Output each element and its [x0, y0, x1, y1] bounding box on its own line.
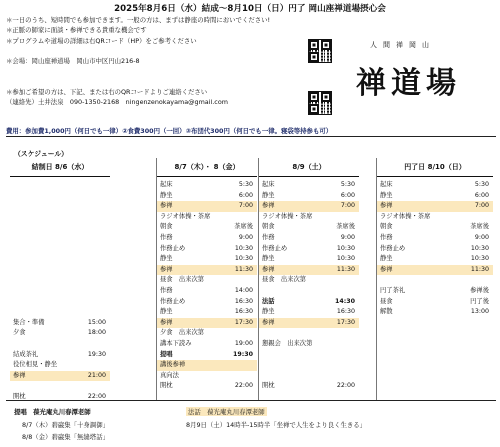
schedule-activity: 静坐 [160, 308, 173, 316]
schedule-activity: 参禅 [380, 265, 393, 273]
schedule-row [259, 275, 359, 286]
schedule-activity: 起床 [160, 181, 173, 188]
schedule-activity: 役位相見・静坐 [13, 361, 58, 369]
schedule-row [259, 381, 359, 392]
schedule-time: 15:00 [87, 318, 106, 326]
schedule-row [157, 286, 257, 297]
schedule-time: 19:00 [234, 340, 253, 347]
schedule-time: 22:00 [336, 382, 355, 390]
schedule-row [259, 191, 359, 202]
schedule-row [157, 339, 257, 350]
schedule-activity: 参禅 [262, 265, 275, 273]
column-header: 結制日 8/6（水） [10, 158, 110, 177]
schedule-row [157, 381, 257, 392]
schedule-row [377, 307, 493, 318]
schedule-activity: 静坐 [262, 308, 275, 316]
intro-text [6, 15, 270, 108]
column-header: 円了日 8/10（日） [377, 158, 493, 177]
schedule-heading: （スケジュール） [14, 150, 68, 158]
schedule-activity: 参禅 [262, 202, 275, 210]
schedule-activity: 参禅 [380, 202, 393, 210]
schedule-time: 14:30 [334, 297, 355, 305]
schedule-row [259, 222, 359, 233]
schedule-time: 6:00 [340, 191, 355, 199]
schedule-row [157, 350, 257, 361]
schedule-row [259, 265, 359, 276]
day-column-2 [156, 158, 257, 401]
schedule-activity: 作務 [160, 287, 173, 294]
schedule-time: 16:30 [234, 297, 253, 305]
schedule-activity: 作務 [262, 234, 275, 241]
schedule-activity: 朝食 [262, 223, 275, 231]
schedule-row [157, 360, 257, 371]
schedule-activity: ラジオ体操・茶席 [380, 212, 431, 220]
contact-qr-code[interactable] [308, 91, 332, 115]
schedule-activity: 参禅 [160, 265, 173, 273]
schedule-row [157, 371, 257, 382]
schedule-row [377, 244, 493, 255]
schedule-activity: 静坐 [160, 191, 173, 199]
schedule-row [259, 307, 359, 318]
teisho-line: 8/7（木）碧巌集「十身調御」 [22, 421, 109, 429]
schedule-activity: 静坐 [160, 255, 173, 263]
intro-line: ＊一日のうち、短時間でも参加できます。一般の方は、まずは静座の時間においでください! [6, 16, 271, 24]
schedule-time: 参禅後 [470, 287, 489, 294]
schedule-time: 18:00 [87, 329, 106, 337]
schedule-time: 22:00 [87, 393, 106, 400]
schedule-activity: 作務止め [160, 297, 186, 305]
schedule-time: 6:00 [474, 191, 489, 199]
schedule-time: 茶席後 [336, 223, 355, 231]
schedule-time: 円了後 [470, 297, 489, 305]
howa-title: 法話 葆光庵丸川春潭老師 [188, 408, 265, 416]
schedule-row [259, 318, 359, 329]
schedule-time: 11:30 [234, 265, 253, 273]
schedule-activity: 法話 [262, 297, 275, 305]
schedule-time: 19:30 [87, 350, 106, 358]
schedule-row [377, 201, 493, 212]
schedule-time: 11:30 [336, 265, 355, 273]
schedule-time: 9:00 [340, 234, 355, 241]
schedule-row [10, 392, 110, 403]
schedule-row [259, 254, 359, 265]
schedule-row [10, 328, 110, 339]
schedule-time: 11:30 [470, 265, 489, 273]
schedule-time: 17:30 [234, 318, 253, 326]
schedule-time: 10:30 [336, 255, 355, 263]
schedule-activity: 作務 [380, 234, 393, 241]
schedule-row [157, 318, 257, 329]
schedule-time: 茶席後 [470, 223, 489, 231]
schedule-row [157, 254, 257, 265]
column-header: 8/9（土） [259, 158, 359, 177]
schedule-row [157, 244, 257, 255]
schedule-activity: 静坐 [380, 191, 393, 199]
schedule-activity: 昼食 出来次第 [160, 276, 205, 284]
schedule-row [157, 307, 257, 318]
schedule-row [157, 180, 257, 191]
schedule-time: 10:30 [470, 255, 489, 263]
schedule-activity: 真向法 [160, 371, 179, 379]
intro-line [6, 46, 270, 56]
schedule-time: 5:30 [474, 181, 489, 188]
schedule-time: 5:30 [340, 181, 355, 188]
schedule-activity: 円了茶礼 [380, 287, 406, 294]
schedule-time: 7:00 [474, 202, 489, 210]
schedule-row [377, 286, 493, 297]
schedule-time: 6:00 [238, 191, 253, 199]
schedule-activity: 参禅 [160, 318, 173, 326]
schedule-activity: ラジオ体操・茶席 [262, 212, 313, 220]
schedule-row [377, 212, 493, 223]
schedule-activity: 昼食 出来次第 [262, 276, 307, 284]
schedule-row [259, 233, 359, 244]
schedule-activity: 講後参禅 [160, 361, 186, 369]
schedule-row [157, 212, 257, 223]
page-title: 2025年8月6日（水）結成～8月10日（日）円了 岡山座禅道場摂心会 [114, 4, 386, 14]
schedule-activity: ラジオ体操・茶席 [160, 212, 211, 220]
schedule-activity: 集合・準備 [13, 318, 45, 326]
schedule-activity: 参禅 [13, 371, 26, 379]
schedule-row [157, 201, 257, 212]
schedule-row [377, 254, 493, 265]
schedule-time: 9:00 [474, 234, 489, 241]
website-qr-code[interactable] [308, 39, 332, 63]
divider [6, 136, 496, 137]
schedule-time: 7:00 [238, 202, 253, 210]
schedule-row [377, 297, 493, 308]
schedule-time: 13:00 [470, 308, 489, 316]
schedule-row [259, 297, 359, 308]
schedule-activity: 静坐 [262, 255, 275, 263]
schedule-time: 10:30 [234, 255, 253, 263]
schedule-activity: 起床 [262, 181, 275, 188]
schedule-row [259, 244, 359, 255]
schedule-row [157, 191, 257, 202]
schedule-row [259, 180, 359, 191]
schedule-time: 16:30 [336, 308, 355, 316]
intro-line [6, 66, 270, 76]
schedule-activity: 開枕 [13, 393, 26, 400]
schedule-activity: 開枕 [262, 382, 275, 390]
schedule-activity: 静坐 [380, 255, 393, 263]
schedule-time: 14:00 [234, 287, 253, 294]
schedule-activity: 結成茶礼 [13, 350, 39, 358]
schedule-row [157, 265, 257, 276]
schedule-row [10, 371, 110, 382]
schedule-row [377, 265, 493, 276]
day-column-4 [376, 158, 493, 401]
schedule-activity: 作務 [160, 234, 173, 241]
howa-line: 8月9日（土）14時半-15時半「坐禅で人生をより良く生きる」 [186, 421, 367, 429]
schedule-time: 19:30 [232, 350, 253, 358]
schedule-activity: 起床 [380, 181, 393, 188]
schedule-row [377, 222, 493, 233]
schedule-row [157, 233, 257, 244]
schedule-activity: 開枕 [160, 382, 173, 390]
schedule-time: 22:00 [234, 382, 253, 390]
schedule-row [10, 350, 110, 361]
intro-line: （連絡先）土井法泉 090-1350-2168 ningenzenokayama@gmail.com [6, 98, 228, 107]
divider [6, 400, 496, 401]
schedule-activity: 朝食 [160, 223, 173, 231]
intro-line: ＊会場：岡山座禅道場 岡山市中区円山216-8 [6, 57, 140, 66]
schedule-row [157, 297, 257, 308]
schedule-row [157, 222, 257, 233]
schedule-time: 10:30 [336, 244, 355, 252]
schedule-activity: 講本下読み [160, 340, 192, 347]
schedule-row [157, 328, 257, 339]
schedule-row [377, 180, 493, 191]
schedule-row [259, 201, 359, 212]
fee-info: 費用：参加費1,000円（何日でも一律）②食費300円（一回）③布団代300円（何日でも一律。寝袋等持参も可） [6, 127, 333, 135]
schedule-time: 10:30 [234, 244, 253, 252]
schedule-activity: 懇親会 出来次第 [262, 340, 313, 347]
schedule-activity: 参禅 [262, 318, 275, 326]
schedule-row [377, 233, 493, 244]
schedule-activity: 昼食 [380, 297, 393, 305]
schedule-time: 10:30 [470, 244, 489, 252]
intro-line: ＊正脈の師家に面談・参禅できる貴重な機会です [6, 26, 147, 35]
schedule-activity: 夕食 [13, 329, 26, 337]
schedule-row [259, 339, 359, 350]
schedule-row [377, 191, 493, 202]
schedule-time: 茶席後 [234, 223, 253, 231]
schedule-time: 5:30 [238, 181, 253, 188]
teisho-title: 提唱 葆光庵丸川春潭老師 [14, 408, 91, 416]
day-column-1 [10, 158, 110, 401]
schedule-activity: 作務止め [160, 244, 186, 252]
schedule-activity: 静坐 [262, 191, 275, 199]
schedule-row [259, 212, 359, 223]
teisho-line: 8/8（金）碧巌集「無縫塔話」 [22, 433, 109, 441]
schedule-time: 16:30 [234, 308, 253, 316]
schedule-row [10, 318, 110, 329]
schedule-activity: 提唱 [160, 350, 173, 358]
intro-line: ＊プログラムや道場の詳細は右QRコード（HP）をご参考ください [6, 36, 197, 45]
schedule-activity: 夕食 出来次第 [160, 329, 205, 337]
schedule-activity: 作務止め [262, 244, 288, 252]
dojo-logo: 禅道場 [356, 66, 461, 101]
schedule-activity: 朝食 [380, 223, 393, 231]
logo-subtitle: 人間禅岡山 [370, 41, 435, 49]
intro-line [6, 77, 270, 87]
schedule-row [157, 275, 257, 286]
schedule-time: 21:00 [87, 371, 106, 379]
schedule-activity: 作務止め [380, 244, 406, 252]
day-column-3 [258, 158, 359, 401]
intro-line: ＊参加ご希望の方は、下記、または右のQRコードよりご連絡ください [6, 88, 208, 97]
schedule-time: 17:30 [336, 318, 355, 326]
schedule-activity: 解散 [380, 308, 393, 316]
schedule-activity: 参禅 [160, 202, 173, 210]
schedule-time: 9:00 [238, 234, 253, 241]
schedule-time: 7:00 [340, 202, 355, 210]
schedule-row [10, 360, 110, 371]
column-header: 8/7（木）・ 8（金） [157, 158, 257, 177]
